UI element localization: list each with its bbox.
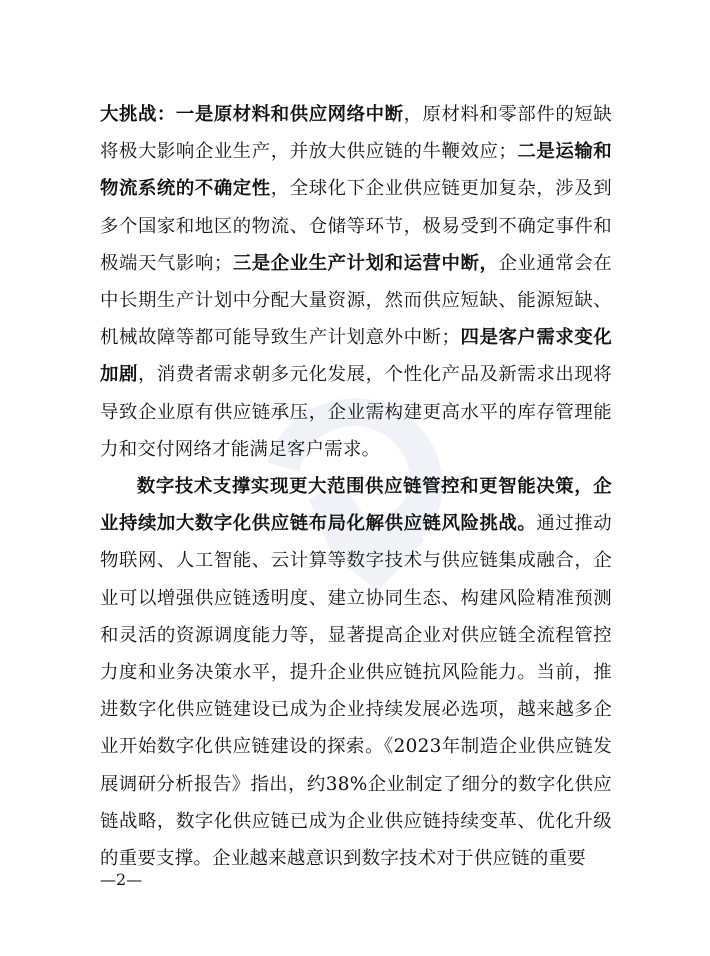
text-run: ，全球化下企业供应链更加复杂，涉及到多个国家和地区的物流、仓储等环节，极易受到不确定事件和极端天气影响； bbox=[100, 178, 612, 274]
bold-phrase: 二是运输和物流系统的不确定性 bbox=[100, 141, 612, 200]
bold-phrase: 四是客户需求变化加剧 bbox=[100, 327, 613, 386]
bold-phrase: 数字技术支撑实现更大范围供应链管控和更智能决策，企业持续加大数字化供应链布局化解供应链风险挑战。 bbox=[100, 476, 612, 535]
text-run: 企业通常会在中长期生产计划中分配大量资源，然而供应短缺、能源短缺、机械故障等都可能导致生产计划意外中断； bbox=[100, 252, 612, 349]
bold-phrase: 大挑战：一是原材料和供应网络中断 bbox=[100, 104, 404, 125]
paragraph-challenges bbox=[100, 96, 612, 468]
text-run: ，消费者需求朝多元化发展，个性化产品及新需求出现将导致企业原有供应链承压，企业需构建更高水平的库存管理能力和交付网络才能满足客户需求。 bbox=[100, 364, 612, 460]
body-text bbox=[100, 96, 612, 877]
paragraph-digital-technology bbox=[100, 468, 612, 877]
text-run: 通过推动物联网、人工智能、云计算等数字技术与供应链集成融合，企业可以增强供应链透明度、建立协同生态、构建风险精准预测和灵活的资源调度能力等，显著提高企业对供应链全流程管控力度和业务决策水平，提升企业供应链抗风险能力。当前，推进数字化供应链建设已成为企业持续发展必选项，越来越多企业开始数字化供应链建设的探索。《2023年制造企业供应链发展调研分析报告》指出，约38%企业制定了细分的数字化供应链战略，数字化供应链已成为企业供应链持续变革、优化升级的重要支撑。企业越来越意识到数字技术对于供应链的重要 bbox=[100, 513, 613, 870]
page-number: —2— bbox=[100, 870, 143, 889]
bold-phrase: 三是企业生产计划和运营中断， bbox=[232, 252, 499, 274]
text-run: ，原材料和零部件的短缺将极大影响企业生产，并放大供应链的牛鞭效应； bbox=[100, 104, 612, 163]
